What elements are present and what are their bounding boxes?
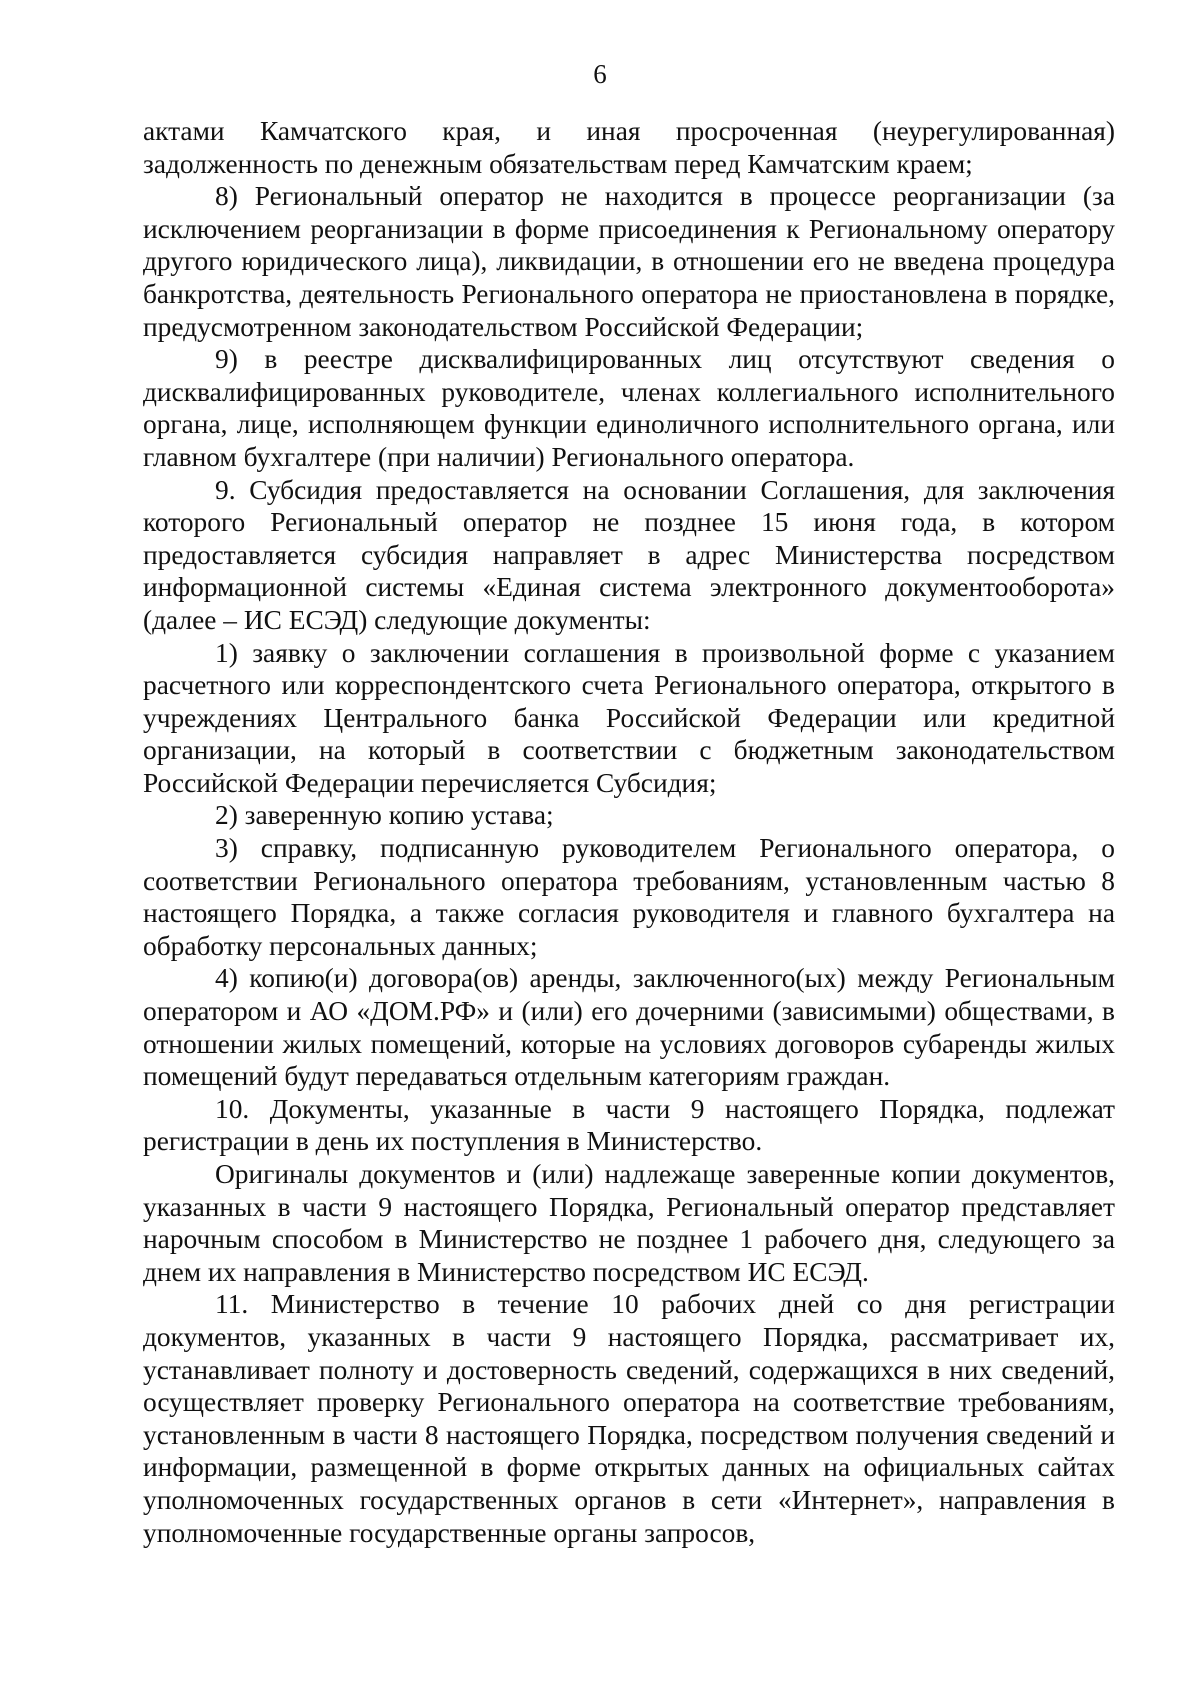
paragraph-item-8: 8) Региональный оператор не находится в процессе реорганизации (за исключением реорганизации в форме присоединения к Региональному оператору другого юридического лица), ликвидации, в отношении его не введена процедура банкротства, деятельность Регионального оператора не приостановлена в порядке, предусмотренном законодательством Российской Федерации;: [143, 181, 1115, 342]
paragraph-item-9: 9) в реестре дисквалифицированных лиц отсутствуют сведения о дисквалифицированных руководителе, членах коллегиального исполнительного органа, лице, исполняющем функции единоличного исполнительного органа, или главном бухгалтере (при наличии) Регионального оператора.: [143, 344, 1115, 472]
paragraph-continuation: актами Камчатского края, и иная просроченная (неурегулированная) задолженность по денежным обязательствам перед Камчатским краем;: [143, 116, 1115, 179]
paragraph-section-9: 9. Субсидия предоставляется на основании Соглашения, для заключения которого Региональный оператор не позднее 15 июня года, в котором предоставляется субсидия направляет в адрес Министерства посредством информационной системы «Единая система электронного документооборота» (далее – ИС ЕСЭД) следующие документы:: [143, 474, 1115, 635]
paragraph-section-10: 10. Документы, указанные в части 9 настоящего Порядка, подлежат регистрации в день их поступления в Министерство.: [143, 1093, 1115, 1157]
paragraph-section-11: 11. Министерство в течение 10 рабочих дней со дня регистрации документов, указанных в части 9 настоящего Порядка, рассматривает их, устанавливает полноту и достоверность сведений, содержащихся в них сведений, осуществляет проверку Регионального оператора на соответствие требованиям, установленным в части 8 настоящего Порядка, посредством получения сведений и информации, размещенной в форме открытых данных на официальных сайтах уполномоченных государственных органов в сети «Интернет», направления в уполномоченные государственные органы запросов,: [143, 1289, 1115, 1548]
paragraph-doc-item-3: 3) справку, подписанную руководителем Регионального оператора, о соответствии Регионального оператора требованиям, установленным частью 8 настоящего Порядка, а также согласия руководителя и главного бухгалтера на обработку персональных данных;: [143, 833, 1115, 961]
page-number: 6: [593, 59, 607, 89]
document-body: [143, 115, 1115, 1549]
paragraph-doc-item-4: 4) копию(и) договора(ов) аренды, заключенного(ых) между Региональным оператором и АО «ДОМ.РФ» и (или) его дочерними (зависимыми) обществами, в отношении жилых помещений, которые на условиях договоров субаренды жилых помещений будут передаваться отдельным категориям граждан.: [143, 963, 1115, 1092]
paragraph-doc-item-1: 1) заявку о заключении соглашения в произвольной форме с указанием расчетного или корреспондентского счета Регионального оператора, открытого в учреждениях Центрального банка Российской Федерации или кредитной организации, на который в соответствии с бюджетным законодательством Российской Федерации перечисляется Субсидия;: [143, 637, 1115, 798]
paragraph-originals: Оригиналы документов и (или) надлежаще заверенные копии документов, указанных в части 9 настоящего Порядка, Региональный оператор представляет нарочным способом в Министерство не позднее 1 рабочего дня, следующего за днем их направления в Министерство посредством ИС ЕСЭД.: [143, 1159, 1115, 1287]
paragraph-doc-item-2: 2) заверенную копию устава;: [215, 800, 554, 831]
